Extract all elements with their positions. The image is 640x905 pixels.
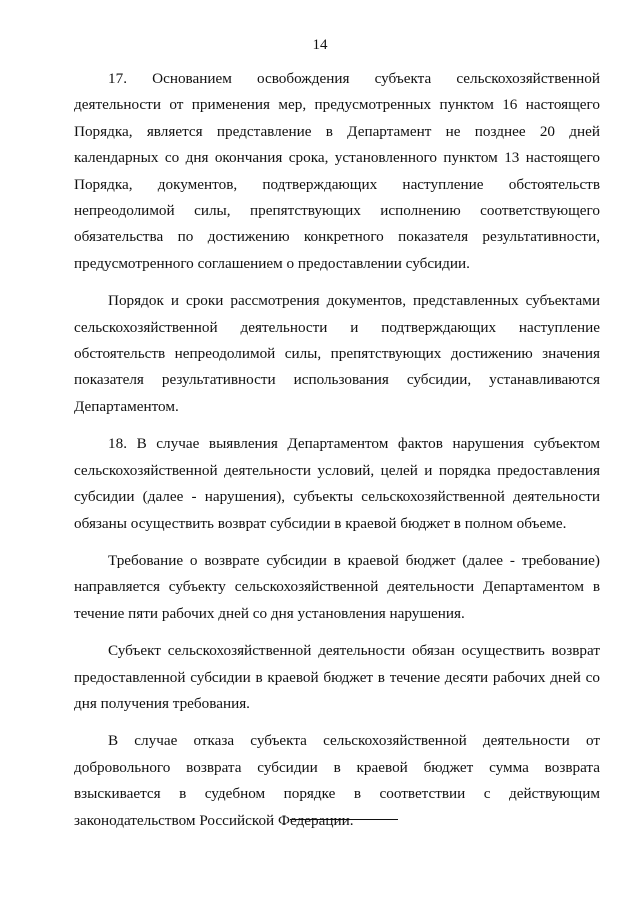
paragraph-refund-demand: Требование о возврате субсидии в краевой бюджет (далее - требование) направляется субъекту сельскохозяйственной деятельности Департаментом в течение пяти рабочих дней со дня установления нарушения.	[74, 551, 600, 622]
paragraph-document-review-procedure: Порядок и сроки рассмотрения документов, представленных субъектами сельскохозяйственной деятельности и подтверждающих наступление обстоятельств непреодолимой силы, препятствующих достижению значения показателя результативности использования субсидии, устанавливаются Департаментом.	[74, 292, 600, 415]
paragraph-refund-deadline: Субъект сельскохозяйственной деятельности обязан осуществить возврат предоставленной субсидии в краевой бюджет в течение десяти рабочих дней со дня получения требования.	[74, 642, 600, 712]
page-number: 14	[312, 37, 328, 53]
end-of-document-rule	[290, 819, 398, 820]
paragraph-17-exemption: 17. Основанием освобождения субъекта сельскохозяйственной деятельности от применения мер, предусмотренных пунктом 16 настоящего Порядка, является представление в Департамент не позднее 20 дней календарных со дня окончания срока, установленного пунктом 13 настоящего Порядка, документов, подтверждающих наступление обстоятельств непреодолимой силы, препятствующих исполнению соответствующего обязательства по достижению конкретного показателя результативности, предусмотренного соглашением о предоставлении субсидии.	[74, 70, 600, 272]
paragraph-court-recovery: В случае отказа субъекта сельскохозяйственной деятельности от добровольного возврата субсидии в краевой бюджет сумма возврата взыскивается в судебном порядке в соответствии с действующим законодательством Российской Федерации.	[74, 732, 600, 829]
document-body	[74, 66, 600, 845]
paragraph-18-violations: 18. В случае выявления Департаментом фактов нарушения субъектом сельскохозяйственной деятельности условий, целей и порядка предоставления субсидии (далее - нарушения), субъекты сельскохозяйственной деятельности обязаны осуществить возврат субсидии в краевой бюджет в полном объеме.	[74, 435, 600, 532]
